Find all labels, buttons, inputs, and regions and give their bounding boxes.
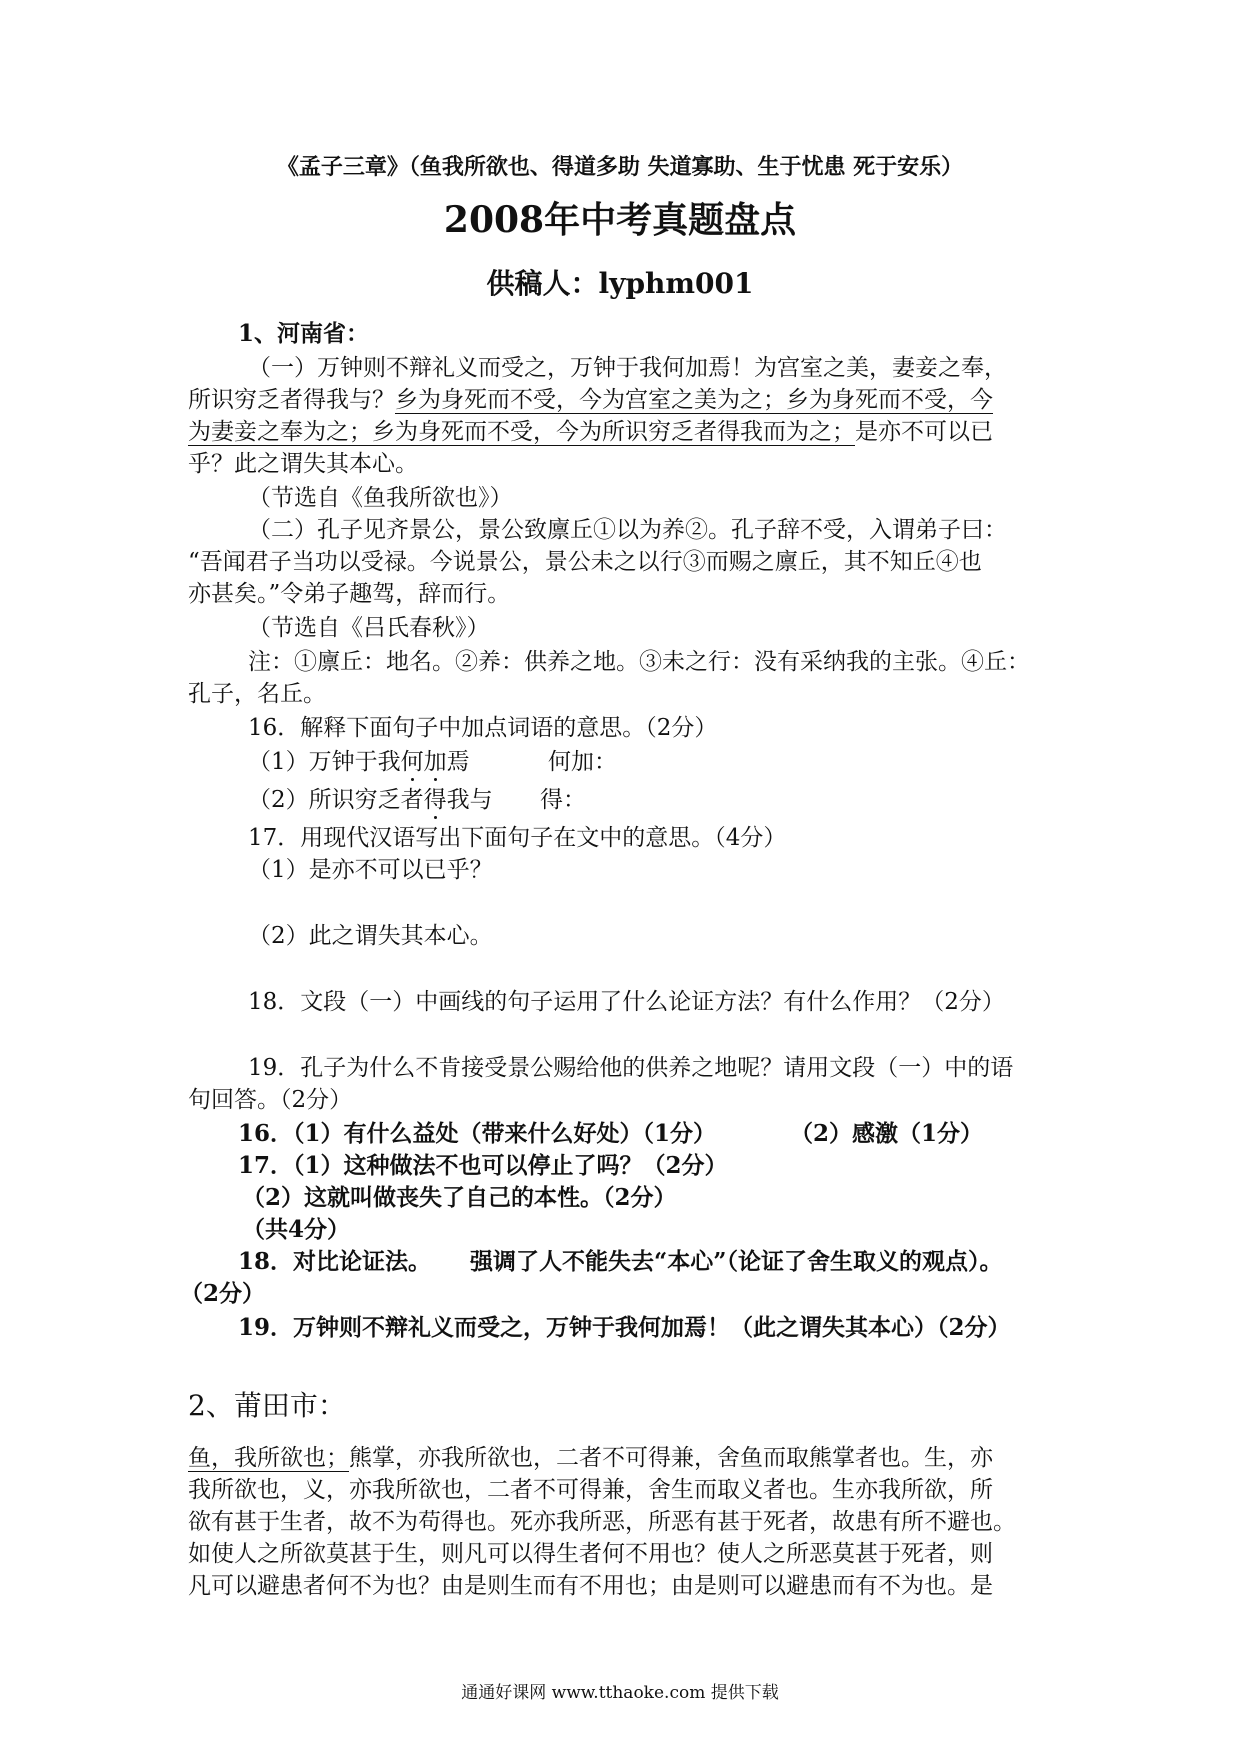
passage2-line1: （二）孔子见齐景公，景公致廪丘①以为养②。孔子辞不受，入谓弟子曰： <box>248 517 1007 543</box>
question-17: 17．用现代汉语写出下面句子在文中的意思。（4分） <box>248 825 787 851</box>
q16-item1-text: （1）万钟于我 <box>248 749 401 775</box>
q16-item1-text-end: 焉 <box>446 749 470 775</box>
answer-16-2: （2）感激（1分） <box>790 1120 984 1147</box>
passage3-line1-text: 熊掌，亦我所欲也，二者不可得兼，舍鱼而取熊掌者也。生，亦 <box>349 1445 993 1471</box>
q16-item2-text-end: 我与 <box>446 787 493 813</box>
question-18: 18．文段（一）中画线的句子运用了什么论证方法？有什么作用？（2分） <box>248 989 1005 1015</box>
passage1-line3-text: 是亦不可以已 <box>855 419 993 445</box>
page-footer: 通通好课网 www.tthaoke.com 提供下载 <box>461 1683 779 1703</box>
document-author: 供稿人：lyphm001 <box>486 267 754 300</box>
passage3-line2: 我所欲也，义，亦我所欲也，二者不可得兼，舍生而取义者也。生亦我所欲，所 <box>188 1477 993 1503</box>
passage1-line3 <box>188 416 993 448</box>
note-line1: 注：①廪丘：地名。②养：供养之地。③未之行：没有采纳我的主张。④丘： <box>248 649 1030 675</box>
answer-18-2: 强调了人不能失去“本心”（论证了舍生取义的观点）。 <box>470 1248 1003 1275</box>
answer-16-1: 16．（1）有什么益处（带来什么好处）（1分） <box>238 1120 717 1147</box>
passage3-line1 <box>188 1442 993 1474</box>
document-subtitle: 《孟子三章》（鱼我所欲也、得道多助 失道寡助、生于忧患 死于安乐） <box>276 154 964 180</box>
passage3-line5: 凡可以避患者何不为也？由是则生而有不用也；由是则可以避患而有不为也。是 <box>188 1573 993 1599</box>
passage1-source: （节选自《鱼我所欲也》） <box>248 485 513 511</box>
answer-17-1: 17．（1）这种做法不也可以停止了吗？（2分） <box>238 1152 728 1179</box>
question-19-line2: 句回答。（2分） <box>188 1087 353 1113</box>
question-17-item1: （1）是亦不可以已乎？ <box>248 857 493 883</box>
dotted-word: 何 <box>400 749 424 775</box>
underlined-sentence: 乡为身死而不受，今为宫室之美为之；乡为身死而不受，今 <box>395 387 993 413</box>
answer-blank[interactable]: 得： <box>540 787 586 813</box>
passage1-line4: 乎？此之谓失其本心。 <box>188 451 418 477</box>
note-line2: 孔子，名丘。 <box>188 681 326 707</box>
passage2-source: （节选自《吕氏春秋》） <box>248 615 490 641</box>
question-19-line1: 19．孔子为什么不肯接受景公赐给他的供养之地呢？请用文段（一）中的语 <box>248 1055 1014 1081</box>
answer-17-2: （2）这就叫做丧失了自己的本性。（2分） <box>242 1184 677 1211</box>
passage1-line2 <box>188 384 993 416</box>
answer-17-total: （共4分） <box>242 1216 351 1243</box>
passage2-line3: 亦甚矣。”令弟子趣驾，辞而行。 <box>188 581 511 607</box>
answer-18-1: 18．对比论证法。 <box>238 1248 432 1275</box>
question-17-item2: （2）此之谓失其本心。 <box>248 923 493 949</box>
answer-blank[interactable]: 何加： <box>548 749 617 775</box>
dotted-word: 加 <box>423 749 447 775</box>
answer-19: 19．万钟则不辩礼义而受之，万钟于我何加焉！（此之谓失其本心）（2分） <box>238 1314 1011 1341</box>
passage1-line1: （一）万钟则不辩礼义而受之，万钟于我何加焉！为宫室之美，妻妾之奉， <box>248 355 1007 381</box>
question-16: 16．解释下面句子中加点词语的意思。（2分） <box>248 715 718 741</box>
section2-heading: 2、莆田市： <box>188 1389 346 1422</box>
passage1-line2-text: 所识穷乏者得我与？ <box>188 387 395 413</box>
underlined-sentence: 鱼，我所欲也； <box>188 1445 349 1471</box>
document-title: 2008年中考真题盘点 <box>443 199 797 241</box>
passage3-line3: 欲有甚于生者，故不为苟得也。死亦我所恶，所恶有甚于死者，故患有所不避也。 <box>188 1509 1016 1535</box>
q16-item2-text: （2）所识穷乏者 <box>248 787 424 813</box>
question-16-item1 <box>248 746 470 778</box>
answer-18-score: （2分） <box>180 1280 266 1307</box>
passage3-line4: 如使人之所欲莫甚于生，则凡可以得生者何不用也？使人之所恶莫甚于死者，则 <box>188 1541 993 1567</box>
dotted-word: 得 <box>423 787 447 813</box>
passage2-line2: “吾闻君子当功以受禄。今说景公，景公未之以行③而赐之廪丘，其不知丘④也 <box>188 549 982 575</box>
section1-heading: 1、河南省： <box>238 320 370 347</box>
underlined-sentence: 为妻妾之奉为之；乡为身死而不受，今为所识穷乏者得我而为之； <box>188 419 855 445</box>
question-16-item2 <box>248 784 493 816</box>
